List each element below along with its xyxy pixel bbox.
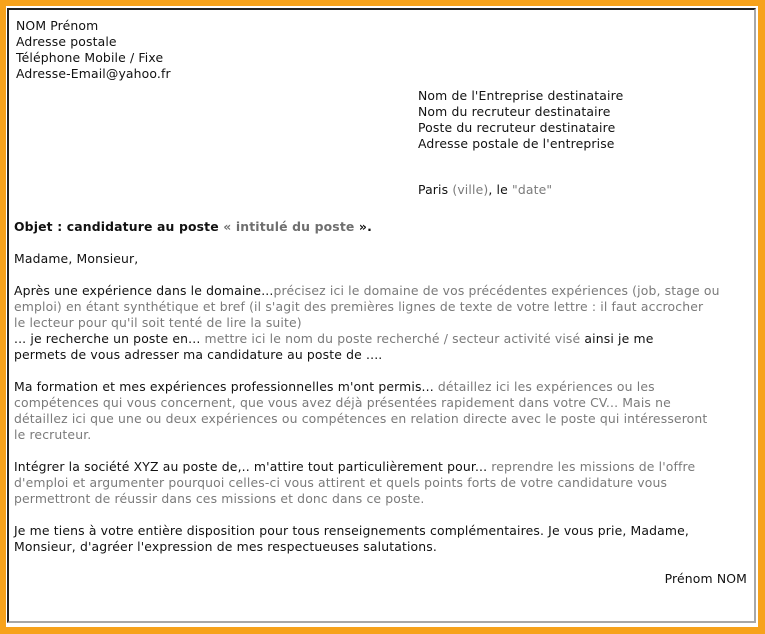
city: Paris bbox=[418, 182, 453, 197]
p1-l1-text: Après une expérience dans le domaine... bbox=[14, 283, 274, 298]
sender-name: NOM Prénom bbox=[16, 18, 99, 33]
paragraph-training bbox=[14, 379, 754, 443]
recipient-company-address: Adresse postale de l'entreprise bbox=[418, 136, 615, 151]
paragraph-experience bbox=[14, 283, 754, 363]
subject-prefix: Objet : candidature au poste bbox=[14, 219, 224, 234]
cover-letter bbox=[9, 10, 754, 621]
city-hint: (ville) bbox=[452, 182, 489, 197]
date-separator: , le bbox=[488, 182, 512, 197]
paragraph-motivation bbox=[14, 459, 754, 507]
sender-block bbox=[16, 18, 171, 82]
paragraph-closing bbox=[14, 523, 754, 555]
p2-l2-hint: compétences qui vous concernent, que vous avez déjà présentées rapidement dans votre CV... Mais ne bbox=[14, 395, 671, 410]
place-date-line bbox=[418, 182, 552, 198]
subject-line bbox=[14, 219, 372, 235]
p3-l3-hint: permettront de réussir dans ces missions et donc dans ce poste. bbox=[14, 491, 425, 506]
recipient-block bbox=[418, 88, 623, 152]
recipient-company: Nom de l'Entreprise destinataire bbox=[418, 88, 624, 103]
p3-l2-hint: d'emploi et argumenter pourquoi celles-ci vous attirent et quels points forts de votre candidature vous bbox=[14, 475, 668, 490]
recipient-recruiter-position: Poste du recruteur destinataire bbox=[418, 120, 616, 135]
recipient-recruiter-name: Nom du recruteur destinataire bbox=[418, 104, 611, 119]
p3-l1-text: Intégrer la société XYZ au poste de,.. m'attire tout particulièrement pour... bbox=[14, 459, 488, 474]
date-hint: "date" bbox=[512, 182, 553, 197]
p1-l2-hint: emploi) en étant synthétique et bref (il s'agit des premières lignes de texte de votre lettre : il faut accrocher bbox=[14, 299, 704, 314]
p2-l1-hint: détaillez ici les expériences ou les bbox=[433, 379, 655, 394]
sender-address: Adresse postale bbox=[16, 34, 117, 49]
signature: Prénom NOM bbox=[664, 571, 747, 586]
p2-l1-text: Ma formation et mes expériences professionnelles m'ont permis... bbox=[14, 379, 434, 394]
p1-l4-hint: mettre ici le nom du poste recherché / secteur activité visé bbox=[200, 331, 581, 346]
p1-l3-hint: le lecteur pour qu'il soit tenté de lire la suite) bbox=[14, 315, 302, 330]
subject-job-title: « intitulé du poste bbox=[223, 219, 355, 234]
p4-l1-text: Je me tiens à votre entière disposition pour tous renseignements complémentaires. Je vous prie, Madame, bbox=[14, 523, 689, 538]
p2-l4-hint: le recruteur. bbox=[14, 427, 92, 442]
p1-l4-text-end: ainsi je me bbox=[580, 331, 654, 346]
subject-close: ». bbox=[354, 219, 372, 234]
p1-l1-hint: précisez ici le domaine de vos précédentes expériences (job, stage ou bbox=[273, 283, 720, 298]
p2-l3-hint: détaillez ici que une ou deux expériences ou compétences en relation directe avec le poste qui intéresseront bbox=[14, 411, 708, 426]
sender-phone: Téléphone Mobile / Fixe bbox=[16, 50, 164, 65]
p1-l4-text: ... je recherche un poste en... bbox=[14, 331, 201, 346]
sender-email: Adresse-Email@yahoo.fr bbox=[16, 66, 171, 81]
letter-panel bbox=[7, 8, 756, 623]
p3-l1-hint: reprendre les missions de l'offre bbox=[487, 459, 696, 474]
p4-l2-text: Monsieur, d'agréer l'expression de mes respectueuses salutations. bbox=[14, 539, 437, 554]
salutation: Madame, Monsieur, bbox=[14, 251, 139, 266]
p1-l5-text: permets de vous adresser ma candidature au poste de .... bbox=[14, 347, 383, 362]
